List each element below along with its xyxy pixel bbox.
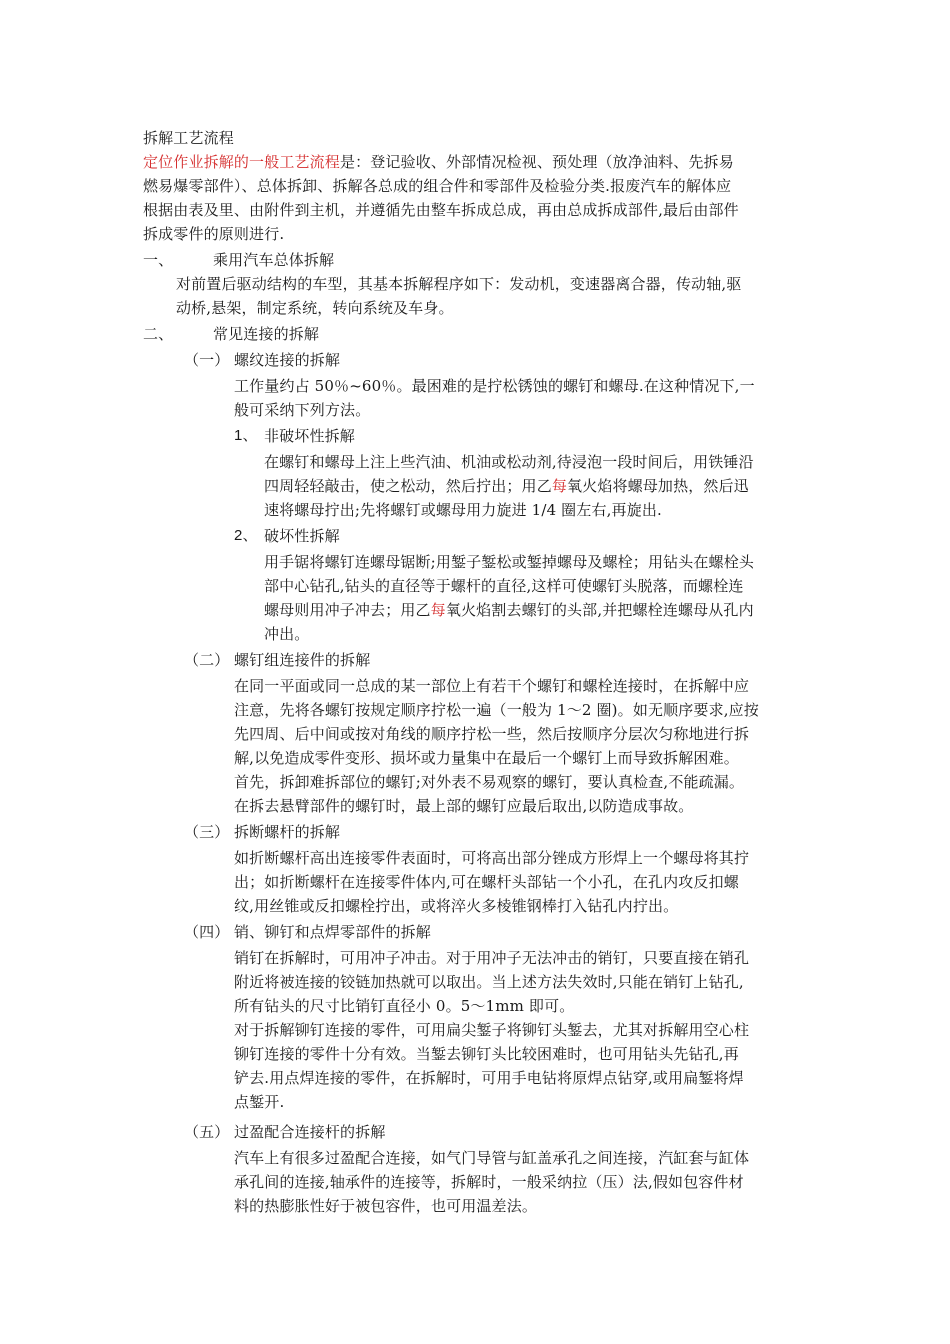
section-1-line-2: 动桥,悬架，制定系统，转向系统及车身。 bbox=[176, 299, 454, 317]
subsection-1-heading: 螺纹连接的拆解 bbox=[234, 351, 341, 369]
section-2-heading: 常见连接的拆解 bbox=[213, 325, 320, 343]
subsection-3-line-2: 出；如折断螺杆在连接零件体内,可在螺杆头部钻一个小孔，在孔内攻反扣螺 bbox=[234, 873, 739, 891]
item-2-heading: 破坏性拆解 bbox=[264, 527, 340, 545]
subsection-5-line-3: 料的热膨胀性好于被包容件，也可用温差法。 bbox=[234, 1197, 538, 1215]
subsection-4-line-7: 点錾开. bbox=[234, 1093, 285, 1111]
subsection-4-line-3: 所有钻头的尺寸比销钉直径小 0。5～1mm 即可。 bbox=[234, 997, 575, 1015]
subsection-4-line-5: 铆钉连接的零件十分有效。当錾去铆钉头比较困难时，也可用钻头先钻孔,再 bbox=[234, 1045, 739, 1063]
intro-line-4: 拆成零件的原则进行. bbox=[143, 225, 285, 243]
item-1-heading: 非破坏性拆解 bbox=[264, 427, 355, 445]
subsection-1-line-1: 工作量约占 50％~60％。最困难的是拧松锈蚀的螺钉和螺母.在这种情况下,一 bbox=[234, 377, 755, 395]
subsection-1-line-2: 般可采纳下列方法。 bbox=[234, 401, 371, 419]
item-1-line-3: 速将螺母拧出;先将螺钉或螺母用力旋进 1/4 圈左右,再旋出. bbox=[264, 501, 662, 519]
subsection-5-line-1: 汽车上有很多过盈配合连接，如气门导管与缸盖承孔之间连接，汽缸套与缸体 bbox=[234, 1149, 750, 1167]
subsection-1-number: （一） bbox=[184, 351, 230, 369]
subsection-4-line-6: 铲去.用点焊连接的零件，在拆解时，可用手电钻将原焊点钻穿,或用扁錾将焊 bbox=[234, 1069, 744, 1087]
subsection-4-line-1: 销钉在拆解时，可用冲子冲击。对于用冲子无法冲击的销钉，只要直接在销孔 bbox=[234, 949, 750, 967]
item-2-line-1: 用手锯将螺钉连螺母锯断;用錾子錾松或錾掉螺母及螺栓；用钻头在螺栓头 bbox=[264, 553, 755, 571]
item-2-line-4: 冲出。 bbox=[264, 625, 310, 643]
item-2-line-2: 部中心钻孔,钻头的直径等于螺杆的直径,这样可使螺钉头脱落，而螺栓连 bbox=[264, 577, 744, 595]
subsection-3-number: （三） bbox=[184, 823, 230, 841]
item-1-highlight: 每 bbox=[551, 477, 568, 495]
subsection-5-number: （五） bbox=[184, 1123, 230, 1141]
subsection-3-line-1: 如折断螺杆高出连接零件表面时，可将高出部分锉成方形焊上一个螺母将其拧 bbox=[234, 849, 750, 867]
section-1-number: 一、 bbox=[143, 251, 174, 269]
subsection-2-line-3: 先四周、后中间或按对角线的顺序拧松一些，然后按顺序分层次匀称地进行拆 bbox=[234, 725, 750, 743]
document-title: 拆解工艺流程 bbox=[143, 129, 234, 147]
subsection-5-heading: 过盈配合连接杆的拆解 bbox=[234, 1123, 386, 1141]
subsection-2-line-6: 在拆去悬臂部件的螺钉时，最上部的螺钉应最后取出,以防造成事故。 bbox=[234, 797, 694, 815]
subsection-4-number: （四） bbox=[184, 923, 230, 941]
item-1-line-2: 四周轻轻敲击，使之松动，然后拧出；用乙每氧火焰将螺母加热，然后迅 bbox=[264, 477, 749, 495]
section-1-line-1: 对前置后驱动结构的车型，其基本拆解程序如下：发动机，变速器离合器，传动轴,驱 bbox=[176, 275, 742, 293]
section-1-heading: 乘用汽车总体拆解 bbox=[213, 251, 335, 269]
item-2-highlight: 每 bbox=[430, 601, 446, 619]
intro-highlight: 定位作业拆解的一般工艺流程 bbox=[143, 153, 340, 171]
intro-line-2: 燃易爆零部件）、总体拆卸、拆解各总成的组合件和零部件及检验分类.报废汽车的解体应 bbox=[143, 177, 732, 195]
subsection-2-line-1: 在同一平面或同一总成的某一部位上有若干个螺钉和螺栓连接时，在拆解中应 bbox=[234, 677, 750, 695]
subsection-2-line-2: 注意，先将各螺钉按规定顺序拧松一遍（一般为 1～2 圈)。如无顺序要求,应按 bbox=[234, 701, 759, 719]
item-2-number: 2、 bbox=[234, 527, 258, 544]
subsection-2-number: （二） bbox=[184, 651, 230, 669]
section-2-number: 二、 bbox=[143, 325, 174, 343]
item-1-number: 1、 bbox=[234, 427, 258, 444]
intro-line-1: 定位作业拆解的一般工艺流程是：登记验收、外部情况检视、预处理（放净油料、先拆易 bbox=[143, 153, 734, 171]
item-2-line-3: 螺母则用冲子冲去；用乙每氧火焰割去螺钉的头部,并把螺栓连螺母从孔内 bbox=[264, 601, 754, 619]
subsection-4-line-2: 附近将被连接的铰链加热就可以取出。当上述方法失效时,只能在销钉上钻孔, bbox=[234, 973, 744, 991]
subsection-3-line-3: 纹,用丝锥或反扣螺栓拧出，或将淬火多棱锥钢棒打入钻孔内拧出。 bbox=[234, 897, 679, 915]
subsection-4-line-4: 对于拆解铆钉连接的零件，可用扁尖錾子将铆钉头錾去，尤其对拆解用空心柱 bbox=[234, 1021, 750, 1039]
subsection-2-line-5: 首先，拆卸难拆部位的螺钉;对外表不易观察的螺钉，要认真检查,不能疏漏。 bbox=[234, 773, 745, 791]
intro-line-3: 根据由表及里、由附件到主机，并遵循先由整车拆成总成，再由总成拆成部件,最后由部件 bbox=[143, 201, 739, 219]
subsection-4-heading: 销、铆钉和点焊零部件的拆解 bbox=[234, 923, 431, 941]
subsection-5-line-2: 承孔间的连接,轴承件的连接等，拆解时，一般采纳拉（压）法,假如包容件材 bbox=[234, 1173, 744, 1191]
subsection-2-line-4: 解,以免造成零件变形、损坏或力量集中在最后一个螺钉上而导致拆解困难。 bbox=[234, 749, 739, 767]
subsection-3-heading: 拆断螺杆的拆解 bbox=[234, 823, 341, 841]
subsection-2-heading: 螺钉组连接件的拆解 bbox=[234, 651, 371, 669]
item-1-line-1: 在螺钉和螺母上注上些汽油、机油或松动剂,待浸泡一段时间后，用铁锤沿 bbox=[264, 453, 754, 471]
